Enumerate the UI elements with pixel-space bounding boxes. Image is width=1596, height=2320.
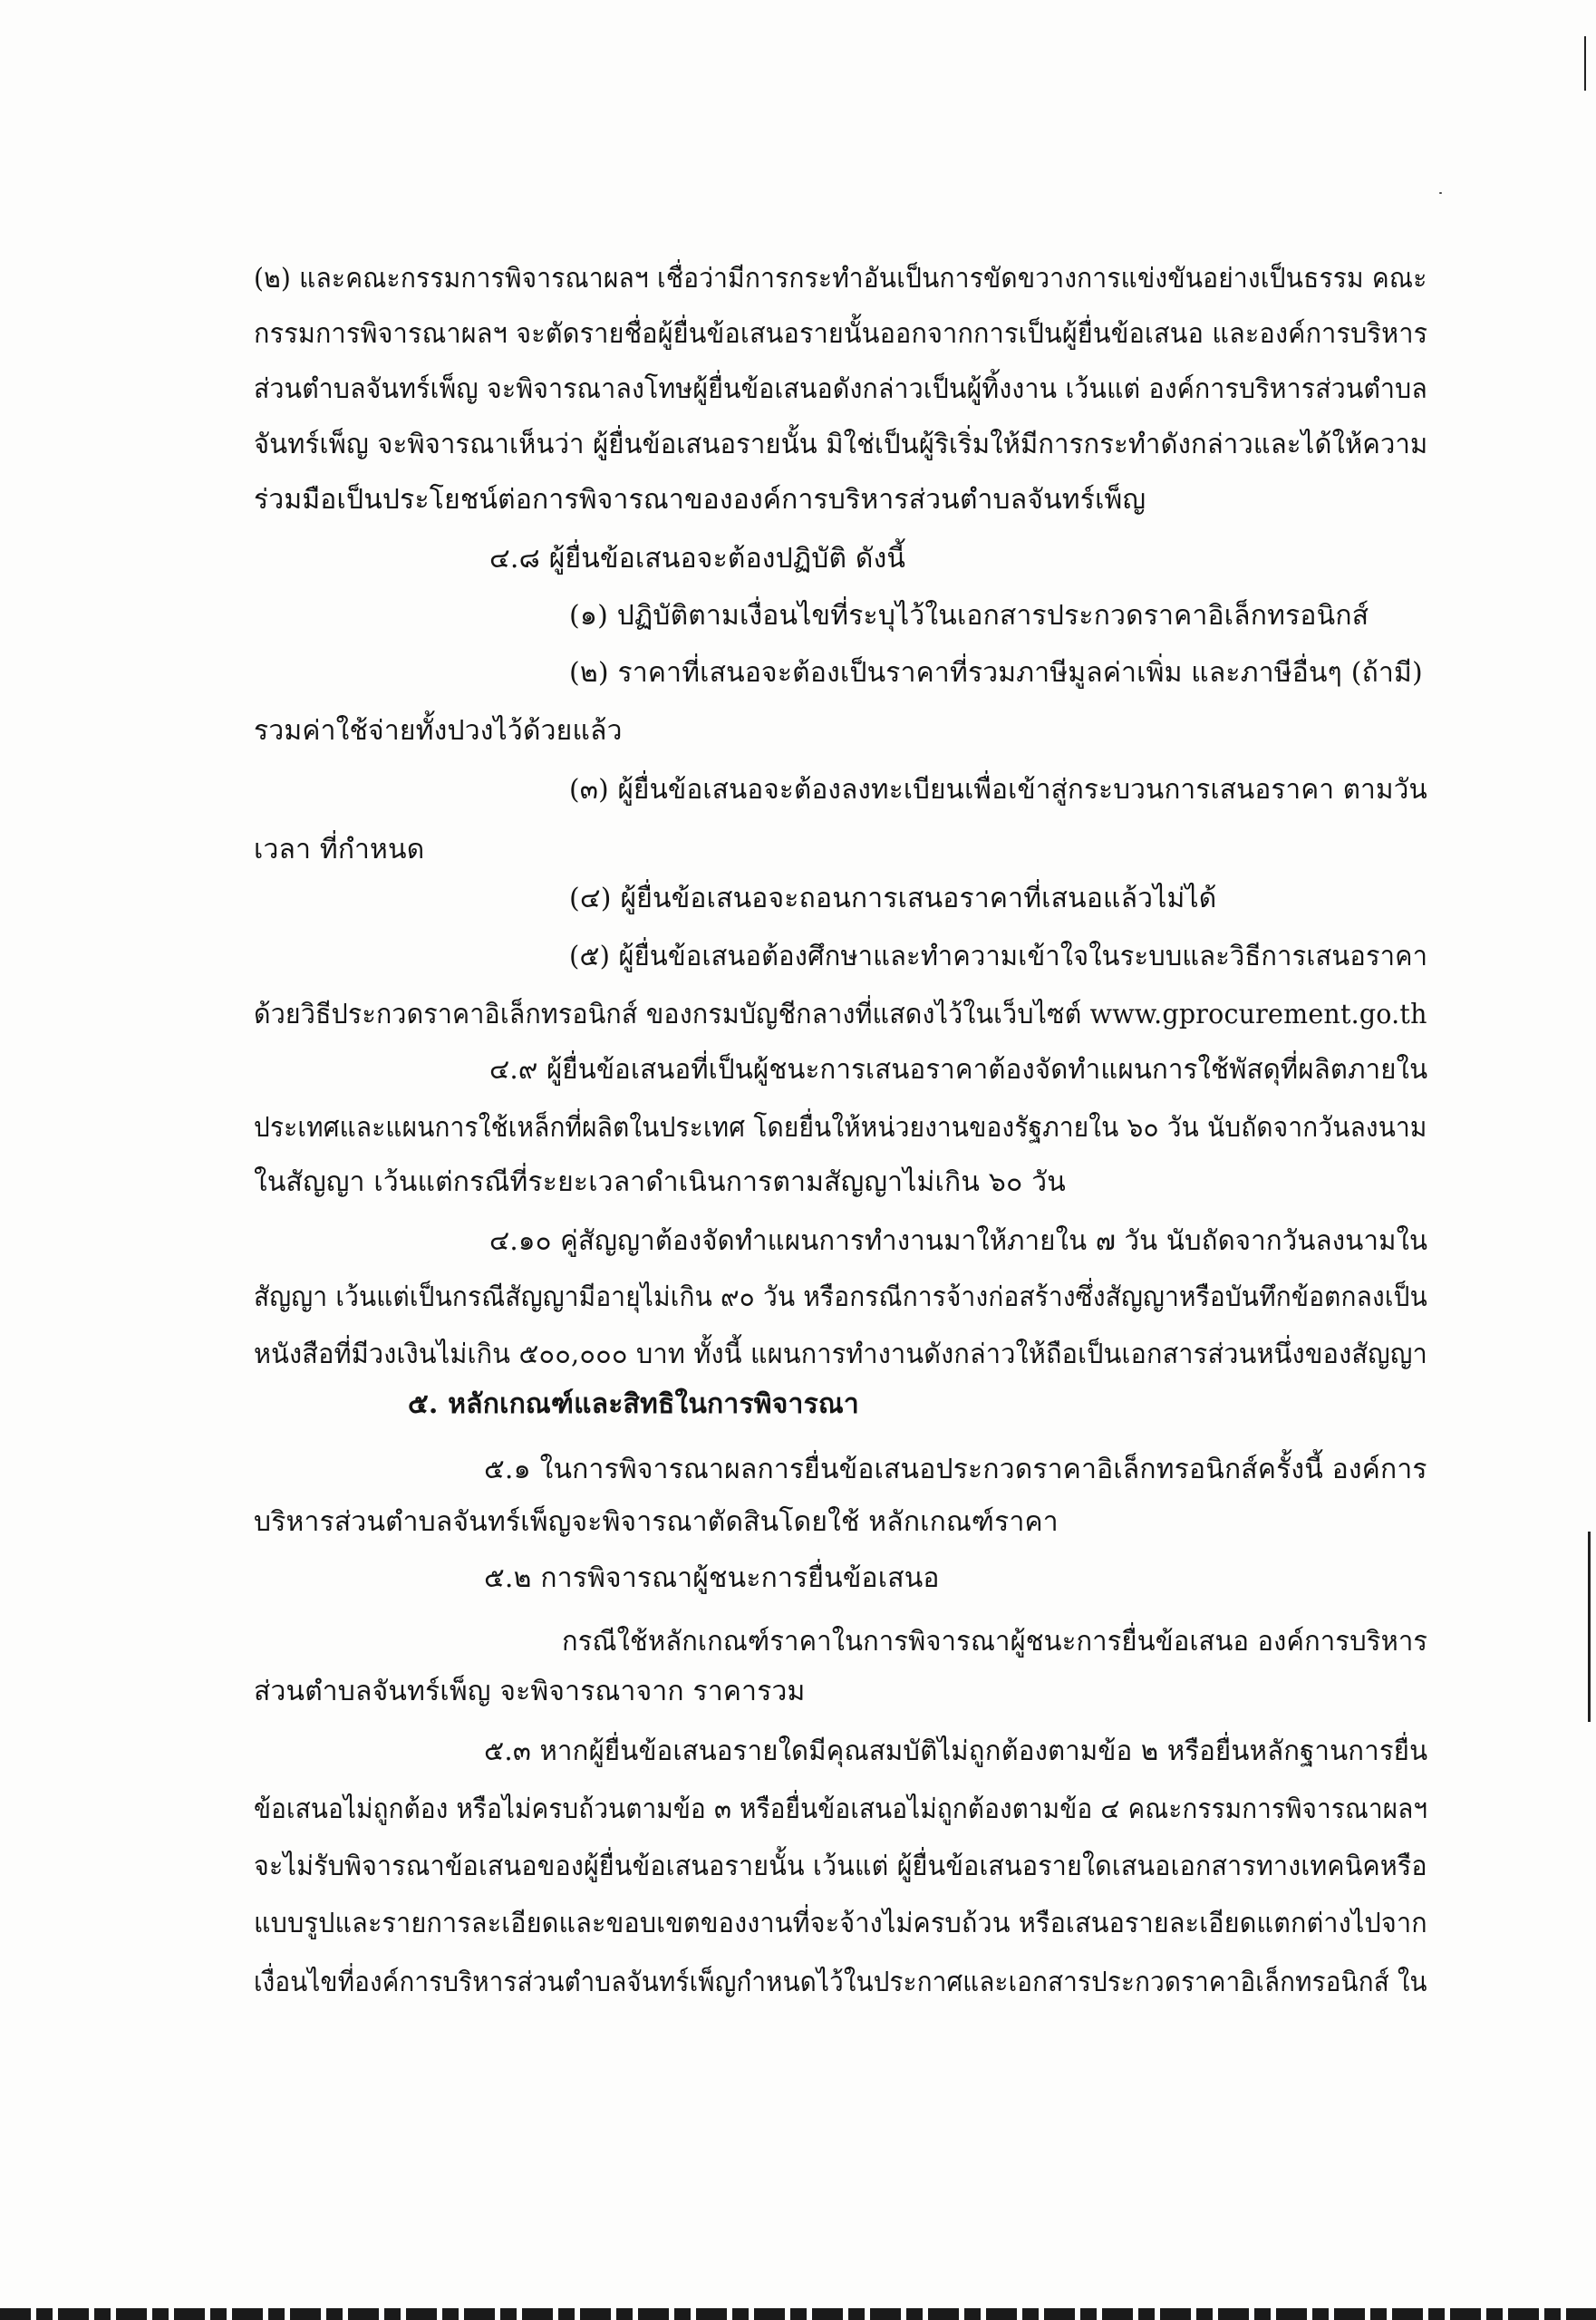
paragraph-line: เวลา ที่กำหนด	[254, 834, 425, 865]
clause-heading: ๔.๙ ผู้ยื่นข้อเสนอที่เป็นผู้ชนะการเสนอราคาต้องจัดทำแผนการใช้พัสดุที่ผลิตภายใน	[489, 1054, 1428, 1086]
list-item: (๕) ผู้ยื่นข้อเสนอต้องศึกษาและทำความเข้าใจในระบบและวิธีการเสนอราคา	[569, 941, 1428, 972]
paragraph-line: แบบรูปและรายการละเอียดและขอบเขตของงานที่จะจ้างไม่ครบถ้วน หรือเสนอรายละเอียดแตกต่างไปจาก	[254, 1908, 1427, 1939]
clause-heading: ๕.๓ หากผู้ยื่นข้อเสนอรายใดมีคุณสมบัติไม่ถูกต้องตามข้อ ๒ หรือยื่นหลักฐานการยื่น	[484, 1735, 1428, 1767]
paragraph-line: จะไม่รับพิจารณาข้อเสนอของผู้ยื่นข้อเสนอรายนั้น เว้นแต่ ผู้ยื่นข้อเสนอรายใดเสนอเอกสารทางเทคนิคหรือ	[254, 1851, 1427, 1882]
clause-heading: ๕.๑ ในการพิจารณาผลการยื่นข้อเสนอประกวดราคาอิเล็กทรอนิกส์ครั้งนี้ องค์การ	[484, 1454, 1427, 1485]
paragraph-line: ส่วนตำบลจันทร์เพ็ญ จะพิจารณาจาก ราคารวม	[254, 1676, 806, 1707]
paragraph-line: ร่วมมือเป็นประโยชน์ต่อการพิจารณาขององค์การบริหารส่วนตำบลจันทร์เพ็ญ	[254, 484, 1146, 516]
clause-heading: ๔.๘ ผู้ยื่นข้อเสนอจะต้องปฏิบัติ ดังนี้	[489, 543, 906, 575]
paragraph-line: ข้อเสนอไม่ถูกต้อง หรือไม่ครบถ้วนตามข้อ ๓ หรือยื่นข้อเสนอไม่ถูกต้องตามข้อ ๔ คณะกรรมการพิจารณาผลฯ	[254, 1793, 1428, 1825]
list-item: (๓) ผู้ยื่นข้อเสนอจะต้องลงทะเบียนเพื่อเข้าสู่กระบวนการเสนอราคา ตามวัน	[569, 774, 1427, 806]
clause-heading: ๕.๒ การพิจารณาผู้ชนะการยื่นข้อเสนอ	[484, 1562, 940, 1594]
scan-edge-mark	[1584, 36, 1586, 91]
paragraph-line: รวมค่าใช้จ่ายทั้งปวงไว้ด้วยแล้ว	[254, 715, 623, 747]
clause-heading: ๔.๑๐ คู่สัญญาต้องจัดทำแผนการทำงานมาให้ภายใน ๗ วัน นับถัดจากวันลงนามใน	[489, 1225, 1428, 1257]
paragraph-line: บริหารส่วนตำบลจันทร์เพ็ญจะพิจารณาตัดสินโดยใช้ หลักเกณฑ์ราคา	[254, 1506, 1059, 1538]
paragraph-line: กรณีใช้หลักเกณฑ์ราคาในการพิจารณาผู้ชนะการยื่นข้อเสนอ องค์การบริหาร	[562, 1626, 1428, 1658]
scan-bottom-border	[0, 2308, 1596, 2320]
paragraph-line: เงื่อนไขที่องค์การบริหารส่วนตำบลจันทร์เพ็ญกำหนดไว้ในประกาศและเอกสารประกวดราคาอิเล็กทรอนิกส์ ใน	[254, 1967, 1427, 1998]
paragraph-line: จันทร์เพ็ญ จะพิจารณาเห็นว่า ผู้ยื่นข้อเสนอรายนั้น มิใช่เป็นผู้ริเริ่มให้มีการกระทำดังกล่าวและได้ให้ความ	[254, 429, 1428, 460]
paragraph-line: ในสัญญา เว้นแต่กรณีที่ระยะเวลาดำเนินการตามสัญญาไม่เกิน ๖๐ วัน	[254, 1166, 1067, 1198]
list-item: (๒) ราคาที่เสนอจะต้องเป็นราคาที่รวมภาษีมูลค่าเพิ่ม และภาษีอื่นๆ (ถ้ามี)	[569, 657, 1423, 689]
paragraph-line: หนังสือที่มีวงเงินไม่เกิน ๕๐๐,๐๐๐ บาท ทั้งนี้ แผนการทำงานดังกล่าวให้ถือเป็นเอกสารส่วนหนึ่งของสัญญา	[254, 1339, 1427, 1370]
list-item: (๔) ผู้ยื่นข้อเสนอจะถอนการเสนอราคาที่เสนอแล้วไม่ได้	[569, 883, 1217, 914]
paragraph-line: กรรมการพิจารณาผลฯ จะตัดรายชื่อผู้ยื่นข้อเสนอรายนั้นออกจากการเป็นผู้ยื่นข้อเสนอ และองค์การบริหาร	[254, 318, 1428, 350]
scan-speck	[1439, 192, 1442, 194]
paragraph-line: (๒) และคณะกรรมการพิจารณาผลฯ เชื่อว่ามีการกระทำอันเป็นการขัดขวางการแข่งขันอย่างเป็นธรรม คณะ	[254, 263, 1427, 295]
list-item: (๑) ปฏิบัติตามเงื่อนไขที่ระบุไว้ในเอกสารประกวดราคาอิเล็กทรอนิกส์	[569, 600, 1369, 632]
paragraph-line: ส่วนตำบลจันทร์เพ็ญ จะพิจารณาลงโทษผู้ยื่นข้อเสนอดังกล่าวเป็นผู้ทิ้งงาน เว้นแต่ องค์การบริหารส่วนตำบล	[254, 373, 1427, 405]
section-heading: ๕. หลักเกณฑ์และสิทธิในการพิจารณา	[408, 1388, 859, 1420]
paragraph-line: ด้วยวิธีประกวดราคาอิเล็กทรอนิกส์ ของกรมบัญชีกลางที่แสดงไว้ในเว็บไซต์ www.gprocurement.go.th	[254, 999, 1427, 1030]
scan-edge-mark	[1588, 1532, 1591, 1722]
paragraph-line: สัญญา เว้นแต่เป็นกรณีสัญญามีอายุไม่เกิน ๙๐ วัน หรือกรณีการจ้างก่อสร้างซึ่งสัญญาหรือบันทึกข้อตกลงเป็น	[254, 1281, 1427, 1313]
paragraph-line: ประเทศและแผนการใช้เหล็กที่ผลิตในประเทศ โดยยื่นให้หน่วยงานของรัฐภายใน ๖๐ วัน นับถัดจากวันลงนาม	[254, 1112, 1427, 1144]
